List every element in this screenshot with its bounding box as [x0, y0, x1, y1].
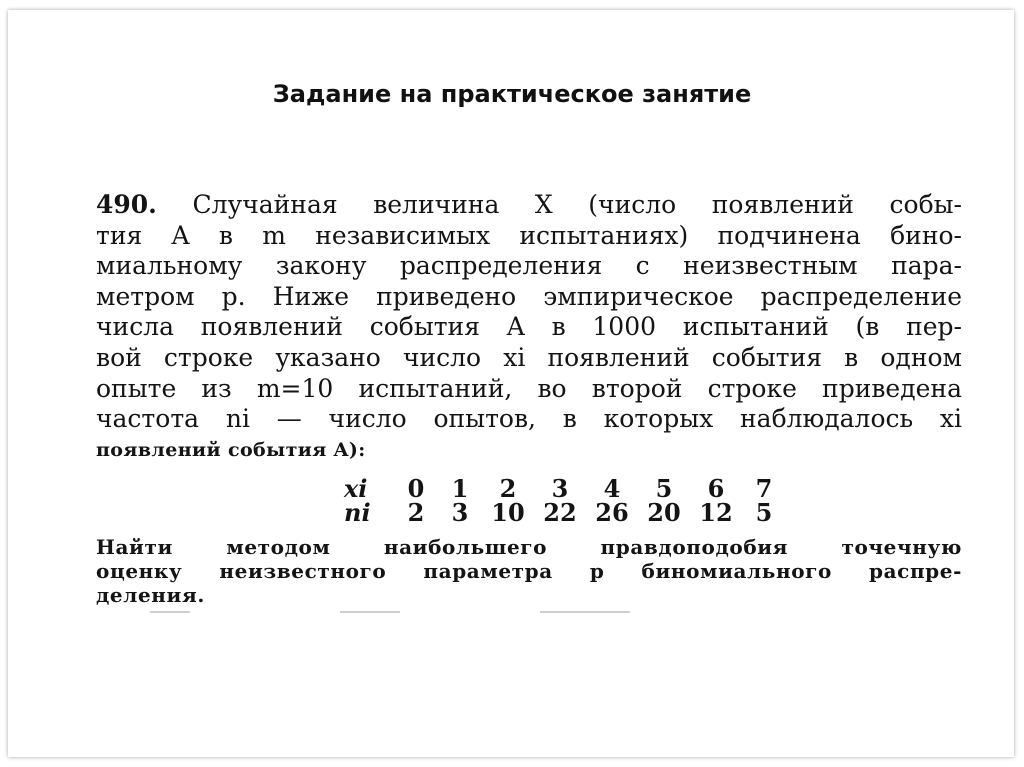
scan-artifact — [340, 611, 400, 613]
n-value: 10 — [491, 498, 525, 528]
task-line-3: деления. — [96, 583, 205, 608]
problem-line-3: миальному закону распределения с неизвестным пара- — [96, 251, 962, 281]
table-row-n — [344, 498, 962, 528]
x-value: 4 — [603, 474, 621, 504]
x-value: 6 — [707, 474, 725, 504]
task-line-1: Найти методом наибольшего правдоподобия точечную — [96, 535, 962, 560]
scan-artifact — [150, 611, 190, 613]
x-value: 1 — [451, 474, 469, 504]
n-value: 20 — [647, 498, 681, 528]
scan-artifact — [540, 611, 630, 613]
n-value: 12 — [699, 498, 733, 528]
x-value: 5 — [655, 474, 673, 504]
x-value: 3 — [551, 474, 569, 504]
x-value: 0 — [407, 474, 425, 504]
problem-line-8: частота ni — число опытов, в которых наблюдалось xi — [96, 404, 962, 434]
n-value: 22 — [543, 498, 577, 528]
n-value: 2 — [407, 498, 425, 528]
problem-line-1 — [96, 190, 962, 221]
row-label-n: ni — [344, 498, 371, 528]
x-value: 2 — [499, 474, 517, 504]
problem-number: 490. — [96, 190, 157, 219]
problem-line-5: числа появлений события A в 1000 испытаний (в пер- — [96, 312, 962, 342]
row-label-x: xi — [344, 474, 368, 504]
n-value: 5 — [755, 498, 773, 528]
problem-text — [96, 190, 962, 465]
scanned-problem — [96, 190, 962, 607]
task-line-2: оценку неизвестного параметра p биномиального распре- — [96, 559, 962, 584]
problem-line-6: вой строке указано число xi появлений события в одном — [96, 342, 962, 372]
x-value: 7 — [755, 474, 773, 504]
problem-line-4: метром p. Ниже приведено эмпирическое распределение — [96, 281, 962, 311]
problem-line-1-text: Случайная величина X (число появлений собы- — [192, 190, 962, 219]
n-value: 3 — [451, 498, 469, 528]
problem-line-9: появлений события A): — [96, 438, 366, 461]
problem-line-2: тия A в m независимых испытаниях) подчинена бино- — [96, 220, 962, 250]
distribution-table — [344, 474, 962, 528]
slide-title: Задание на практическое занятие — [272, 80, 752, 108]
problem-line-7: опыте из m=10 испытаний, во второй строке приведена — [96, 373, 962, 403]
task-text — [96, 535, 962, 607]
n-value: 26 — [595, 498, 629, 528]
